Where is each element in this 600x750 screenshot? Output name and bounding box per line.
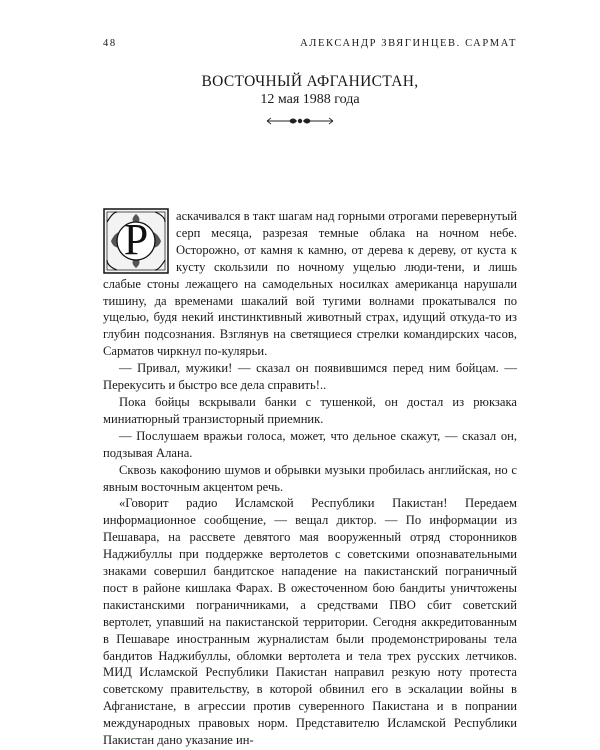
paragraph: Пока бойцы вскрывали банки с тушенкой, он достал из рюкзака миниатюрный транзисторный приемник. [103,394,517,426]
running-header [103,38,517,49]
chapter-title: ВОСТОЧНЫЙ АФГАНИСТАН, [201,73,419,90]
paragraph: «Говорит радио Исламской Республики Пакистан! Передаем информационное сообщение, — вещал диктор. — По информации из Пешавара, на рассвете девятого мая вооруженный отряд сторонников Наджибуллы при поддержке вертолетов с советскими опознавательными знаками совершил бандитское нападение на пакистанский пограничный пост в районе кишлака Фарах. В ожесточенном бою бандиты уничтожены пакистанскими пограничниками, а средствами ПВО сбит советский вертолет, упавший на пакистанской территории. Сегодня аккредитованным в Пешаваре иностранным журналистам были продемонстрированы тела бандитов Наджибуллы, обломки вертолета и тела трех русских летчиков. МИД Исламской Республики Пакистан направил резкую ноту протеста советскому правительству, в которой обвинил его в эскалации войны в Афганистане, в агрессии против суверенного Пакистана и в попрании международных правовых норм. Представителю Исламской Республики Пакистан дано указание ин- [103,496,517,748]
drop-cap-letter: Р [123,215,149,264]
paragraph: аскачивался в такт шагам над горными отрогами перевернутый серп месяца, разрезая темные облака на ночном небе. Осторожно, от камня к камню, от дерева к дереву, от куста к кусту скользили по ночному ущелью люди-тени, и лишь слабые стоны лежащего на самодельных носилках американца нарушали тишину, да временами шакалий вой тугими волнами прокатывался по ущелью, будя некий инстинктивный животный страх, идущий откуда-то из глубин подсознания. Взглянув на светящиеся стрелки командирских часов, Сарматов чиркнул по-кулярьи. [103,209,517,359]
page-number: 48 [103,38,117,49]
paragraph: — Привал, мужики! — сказал он появившимся перед ним бойцам. — Перекусить и быстро все дела справить!.. [103,361,517,393]
chapter-date: 12 мая 1988 года [260,92,360,107]
drop-cap [103,208,169,274]
paragraph: Сквозь какофонию шумов и обрывки музыки пробилась английская, но с явным восточным акцентом речь. [103,462,517,494]
body-text [103,208,517,749]
flourish-divider-icon [265,112,335,131]
paragraph: — Послушаем вражьи голоса, может, что дельное скажут, — сказал он, подзывая Алана. [103,428,517,460]
chapter-heading [103,73,517,108]
running-title: АЛЕКСАНДР ЗВЯГИНЦЕВ. САРМАТ [300,38,517,49]
